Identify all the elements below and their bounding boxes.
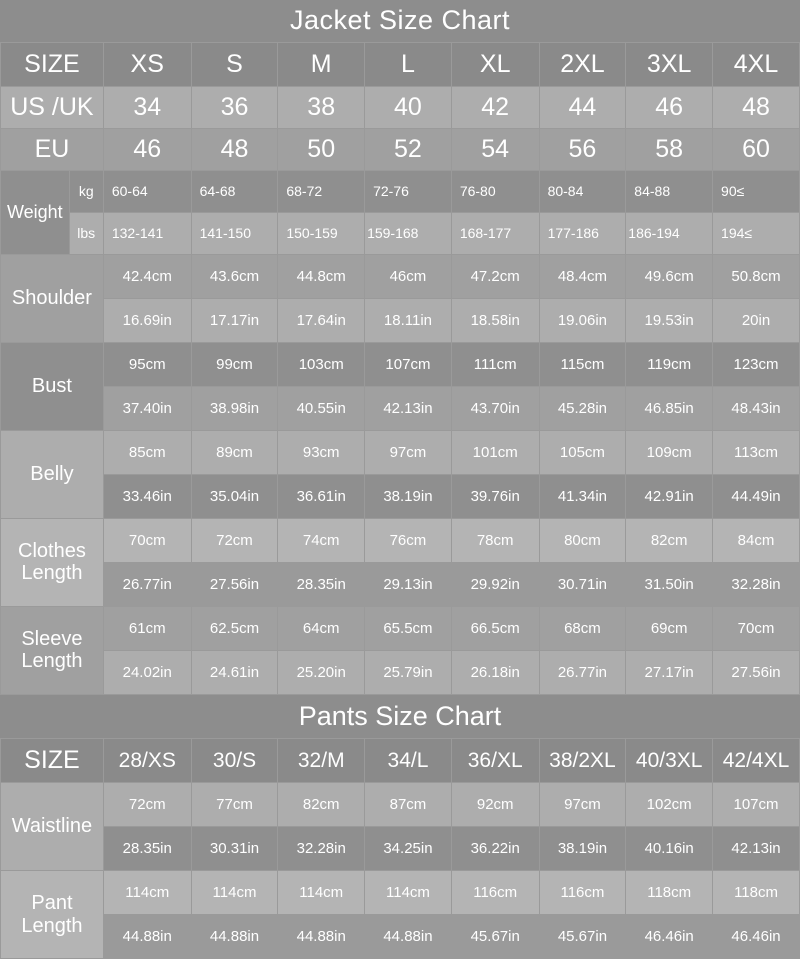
table-cell: 48.4cm (539, 254, 626, 298)
jacket-weight-lbs-row (1, 212, 800, 254)
table-cell: 68-72 (278, 170, 365, 212)
table-cell: 115cm (539, 342, 626, 386)
table-cell: 87cm (365, 783, 452, 827)
table-cell: 107cm (365, 342, 452, 386)
table-cell: 58 (626, 128, 713, 170)
pants-size-403xl: 40/3XL (626, 739, 713, 783)
table-cell: 66.5cm (451, 606, 539, 650)
table-cell: 26.77in (539, 650, 626, 694)
table-cell: 194≤ (713, 212, 800, 254)
table-cell: 30.71in (539, 562, 626, 606)
table-cell: 39.76in (451, 474, 539, 518)
pants-pant-length-in-row (1, 915, 800, 959)
jacket-shoulder-label: Shoulder (1, 254, 104, 342)
table-cell: 64cm (278, 606, 365, 650)
table-cell: 116cm (539, 871, 626, 915)
table-cell: 72cm (103, 783, 191, 827)
table-cell: 70cm (103, 518, 191, 562)
jacket-size-3xl: 3XL (626, 42, 713, 86)
table-cell: 45.67in (451, 915, 539, 959)
table-cell: 177-186 (539, 212, 626, 254)
table-cell: 186-194 (626, 212, 713, 254)
table-cell: 118cm (713, 871, 800, 915)
table-cell: 61cm (103, 606, 191, 650)
table-cell: 68cm (539, 606, 626, 650)
jacket-weight-unit-kg: kg (69, 170, 103, 212)
pants-size-382xl: 38/2XL (539, 739, 626, 783)
pants-pant-length-cm-row (1, 871, 800, 915)
table-cell: 50 (278, 128, 365, 170)
table-cell: 38 (278, 86, 365, 128)
jacket-shoulder-in-row (1, 298, 800, 342)
table-cell: 70cm (713, 606, 800, 650)
table-cell: 97cm (365, 430, 452, 474)
table-cell: 27.56in (191, 562, 278, 606)
jacket-sleeve-length-cm-row (1, 606, 800, 650)
table-cell: 84-88 (626, 170, 713, 212)
table-cell: 41.34in (539, 474, 626, 518)
table-cell: 90≤ (713, 170, 800, 212)
pants-size-28xs: 28/XS (103, 739, 191, 783)
table-cell: 44.88in (103, 915, 191, 959)
pants-size-chart-table (0, 695, 800, 959)
jacket-size-s: S (191, 42, 278, 86)
pants-pant-length-label: Pant Length (1, 871, 104, 959)
jacket-clothes-length-label: Clothes Length (1, 518, 104, 606)
table-cell: 19.06in (539, 298, 626, 342)
table-cell: 28.35in (278, 562, 365, 606)
table-cell: 34 (103, 86, 191, 128)
table-cell: 16.69in (103, 298, 191, 342)
jacket-size-2xl: 2XL (539, 42, 626, 86)
table-cell: 80-84 (539, 170, 626, 212)
jacket-size-m: M (278, 42, 365, 86)
table-cell: 45.67in (539, 915, 626, 959)
table-cell: 42.4cm (103, 254, 191, 298)
table-cell: 150-159 (278, 212, 365, 254)
table-cell: 40.55in (278, 386, 365, 430)
table-cell: 38.19in (539, 827, 626, 871)
table-cell: 116cm (451, 871, 539, 915)
jacket-weight-kg-row (1, 170, 800, 212)
pants-size-label: SIZE (1, 739, 104, 783)
table-cell: 34.25in (365, 827, 452, 871)
table-cell: 64-68 (191, 170, 278, 212)
table-cell: 114cm (191, 871, 278, 915)
table-cell: 111cm (451, 342, 539, 386)
table-cell: 69cm (626, 606, 713, 650)
pants-chart-title: Pants Size Chart (1, 695, 800, 739)
jacket-eu-row (1, 128, 800, 170)
jacket-shoulder-cm-row (1, 254, 800, 298)
table-cell: 107cm (713, 783, 800, 827)
table-cell: 26.18in (451, 650, 539, 694)
table-cell: 36.22in (451, 827, 539, 871)
table-cell: 30.31in (191, 827, 278, 871)
table-cell: 105cm (539, 430, 626, 474)
table-cell: 109cm (626, 430, 713, 474)
table-cell: 92cm (451, 783, 539, 827)
table-cell: 89cm (191, 430, 278, 474)
table-cell: 74cm (278, 518, 365, 562)
table-cell: 52 (365, 128, 452, 170)
table-cell: 36 (191, 86, 278, 128)
pants-waistline-label: Waistline (1, 783, 104, 871)
table-cell: 85cm (103, 430, 191, 474)
table-cell: 42.91in (626, 474, 713, 518)
table-cell: 24.61in (191, 650, 278, 694)
jacket-bust-label: Bust (1, 342, 104, 430)
table-cell: 27.56in (713, 650, 800, 694)
table-cell: 99cm (191, 342, 278, 386)
jacket-title-row (1, 0, 800, 42)
jacket-clothes-length-cm-row (1, 518, 800, 562)
table-cell: 46.46in (626, 915, 713, 959)
jacket-size-xs: XS (103, 42, 191, 86)
table-cell: 37.40in (103, 386, 191, 430)
jacket-belly-in-row (1, 474, 800, 518)
jacket-chart-title: Jacket Size Chart (1, 0, 800, 42)
jacket-size-4xl: 4XL (713, 42, 800, 86)
table-cell: 44.49in (713, 474, 800, 518)
jacket-size-label: SIZE (1, 42, 104, 86)
table-cell: 102cm (626, 783, 713, 827)
table-cell: 18.58in (451, 298, 539, 342)
table-cell: 27.17in (626, 650, 713, 694)
table-cell: 36.61in (278, 474, 365, 518)
table-cell: 80cm (539, 518, 626, 562)
pants-title-row (1, 695, 800, 739)
table-cell: 43.6cm (191, 254, 278, 298)
jacket-usuk-row (1, 86, 800, 128)
table-cell: 45.28in (539, 386, 626, 430)
jacket-eu-label: EU (1, 128, 104, 170)
table-cell: 60 (713, 128, 800, 170)
pants-size-424xl: 42/4XL (713, 739, 800, 783)
table-cell: 44.88in (365, 915, 452, 959)
table-cell: 33.46in (103, 474, 191, 518)
table-cell: 76cm (365, 518, 452, 562)
table-cell: 32.28in (278, 827, 365, 871)
table-cell: 82cm (626, 518, 713, 562)
jacket-size-header-row (1, 42, 800, 86)
table-cell: 76-80 (451, 170, 539, 212)
table-cell: 168-177 (451, 212, 539, 254)
table-cell: 119cm (626, 342, 713, 386)
table-cell: 40 (365, 86, 452, 128)
table-cell: 101cm (451, 430, 539, 474)
table-cell: 114cm (103, 871, 191, 915)
table-cell: 62.5cm (191, 606, 278, 650)
table-cell: 44 (539, 86, 626, 128)
table-cell: 38.19in (365, 474, 452, 518)
jacket-clothes-length-in-row (1, 562, 800, 606)
pants-size-header-row (1, 739, 800, 783)
table-cell: 103cm (278, 342, 365, 386)
table-cell: 42 (451, 86, 539, 128)
table-cell: 132-141 (103, 212, 191, 254)
table-cell: 78cm (451, 518, 539, 562)
table-cell: 141-150 (191, 212, 278, 254)
table-cell: 44.8cm (278, 254, 365, 298)
table-cell: 29.92in (451, 562, 539, 606)
table-cell: 46 (626, 86, 713, 128)
jacket-weight-unit-lbs: lbs (69, 212, 103, 254)
table-cell: 56 (539, 128, 626, 170)
jacket-bust-cm-row (1, 342, 800, 386)
table-cell: 118cm (626, 871, 713, 915)
table-cell: 114cm (278, 871, 365, 915)
jacket-size-xl: XL (451, 42, 539, 86)
jacket-belly-cm-row (1, 430, 800, 474)
table-cell: 113cm (713, 430, 800, 474)
table-cell: 72-76 (365, 170, 452, 212)
jacket-bust-in-row (1, 386, 800, 430)
table-cell: 29.13in (365, 562, 452, 606)
table-cell: 93cm (278, 430, 365, 474)
pants-waistline-in-row (1, 827, 800, 871)
pants-size-36xl: 36/XL (451, 739, 539, 783)
table-cell: 123cm (713, 342, 800, 386)
table-cell: 26.77in (103, 562, 191, 606)
table-cell: 48.43in (713, 386, 800, 430)
table-cell: 48 (191, 128, 278, 170)
table-cell: 38.98in (191, 386, 278, 430)
table-cell: 25.20in (278, 650, 365, 694)
table-cell: 44.88in (191, 915, 278, 959)
table-cell: 114cm (365, 871, 452, 915)
pants-waistline-cm-row (1, 783, 800, 827)
table-cell: 47.2cm (451, 254, 539, 298)
table-cell: 35.04in (191, 474, 278, 518)
table-cell: 40.16in (626, 827, 713, 871)
table-cell: 159-168 (365, 212, 452, 254)
table-cell: 82cm (278, 783, 365, 827)
table-cell: 44.88in (278, 915, 365, 959)
jacket-belly-label: Belly (1, 430, 104, 518)
table-cell: 28.35in (103, 827, 191, 871)
table-cell: 72cm (191, 518, 278, 562)
table-cell: 65.5cm (365, 606, 452, 650)
table-cell: 18.11in (365, 298, 452, 342)
table-cell: 77cm (191, 783, 278, 827)
jacket-sleeve-length-in-row (1, 650, 800, 694)
table-cell: 42.13in (365, 386, 452, 430)
pants-size-30s: 30/S (191, 739, 278, 783)
table-cell: 95cm (103, 342, 191, 386)
table-cell: 32.28in (713, 562, 800, 606)
table-cell: 25.79in (365, 650, 452, 694)
jacket-weight-label: Weight (1, 170, 70, 254)
table-cell: 54 (451, 128, 539, 170)
table-cell: 17.17in (191, 298, 278, 342)
table-cell: 60-64 (103, 170, 191, 212)
table-cell: 84cm (713, 518, 800, 562)
table-cell: 19.53in (626, 298, 713, 342)
table-cell: 17.64in (278, 298, 365, 342)
table-cell: 43.70in (451, 386, 539, 430)
table-cell: 46.85in (626, 386, 713, 430)
table-cell: 20in (713, 298, 800, 342)
table-cell: 31.50in (626, 562, 713, 606)
table-cell: 46cm (365, 254, 452, 298)
table-cell: 46 (103, 128, 191, 170)
jacket-usuk-label: US /UK (1, 86, 104, 128)
pants-size-34l: 34/L (365, 739, 452, 783)
table-cell: 42.13in (713, 827, 800, 871)
table-cell: 50.8cm (713, 254, 800, 298)
table-cell: 24.02in (103, 650, 191, 694)
jacket-sleeve-length-label: Sleeve Length (1, 606, 104, 694)
table-cell: 49.6cm (626, 254, 713, 298)
pants-size-32m: 32/M (278, 739, 365, 783)
table-cell: 97cm (539, 783, 626, 827)
jacket-size-l: L (365, 42, 452, 86)
table-cell: 46.46in (713, 915, 800, 959)
table-cell: 48 (713, 86, 800, 128)
